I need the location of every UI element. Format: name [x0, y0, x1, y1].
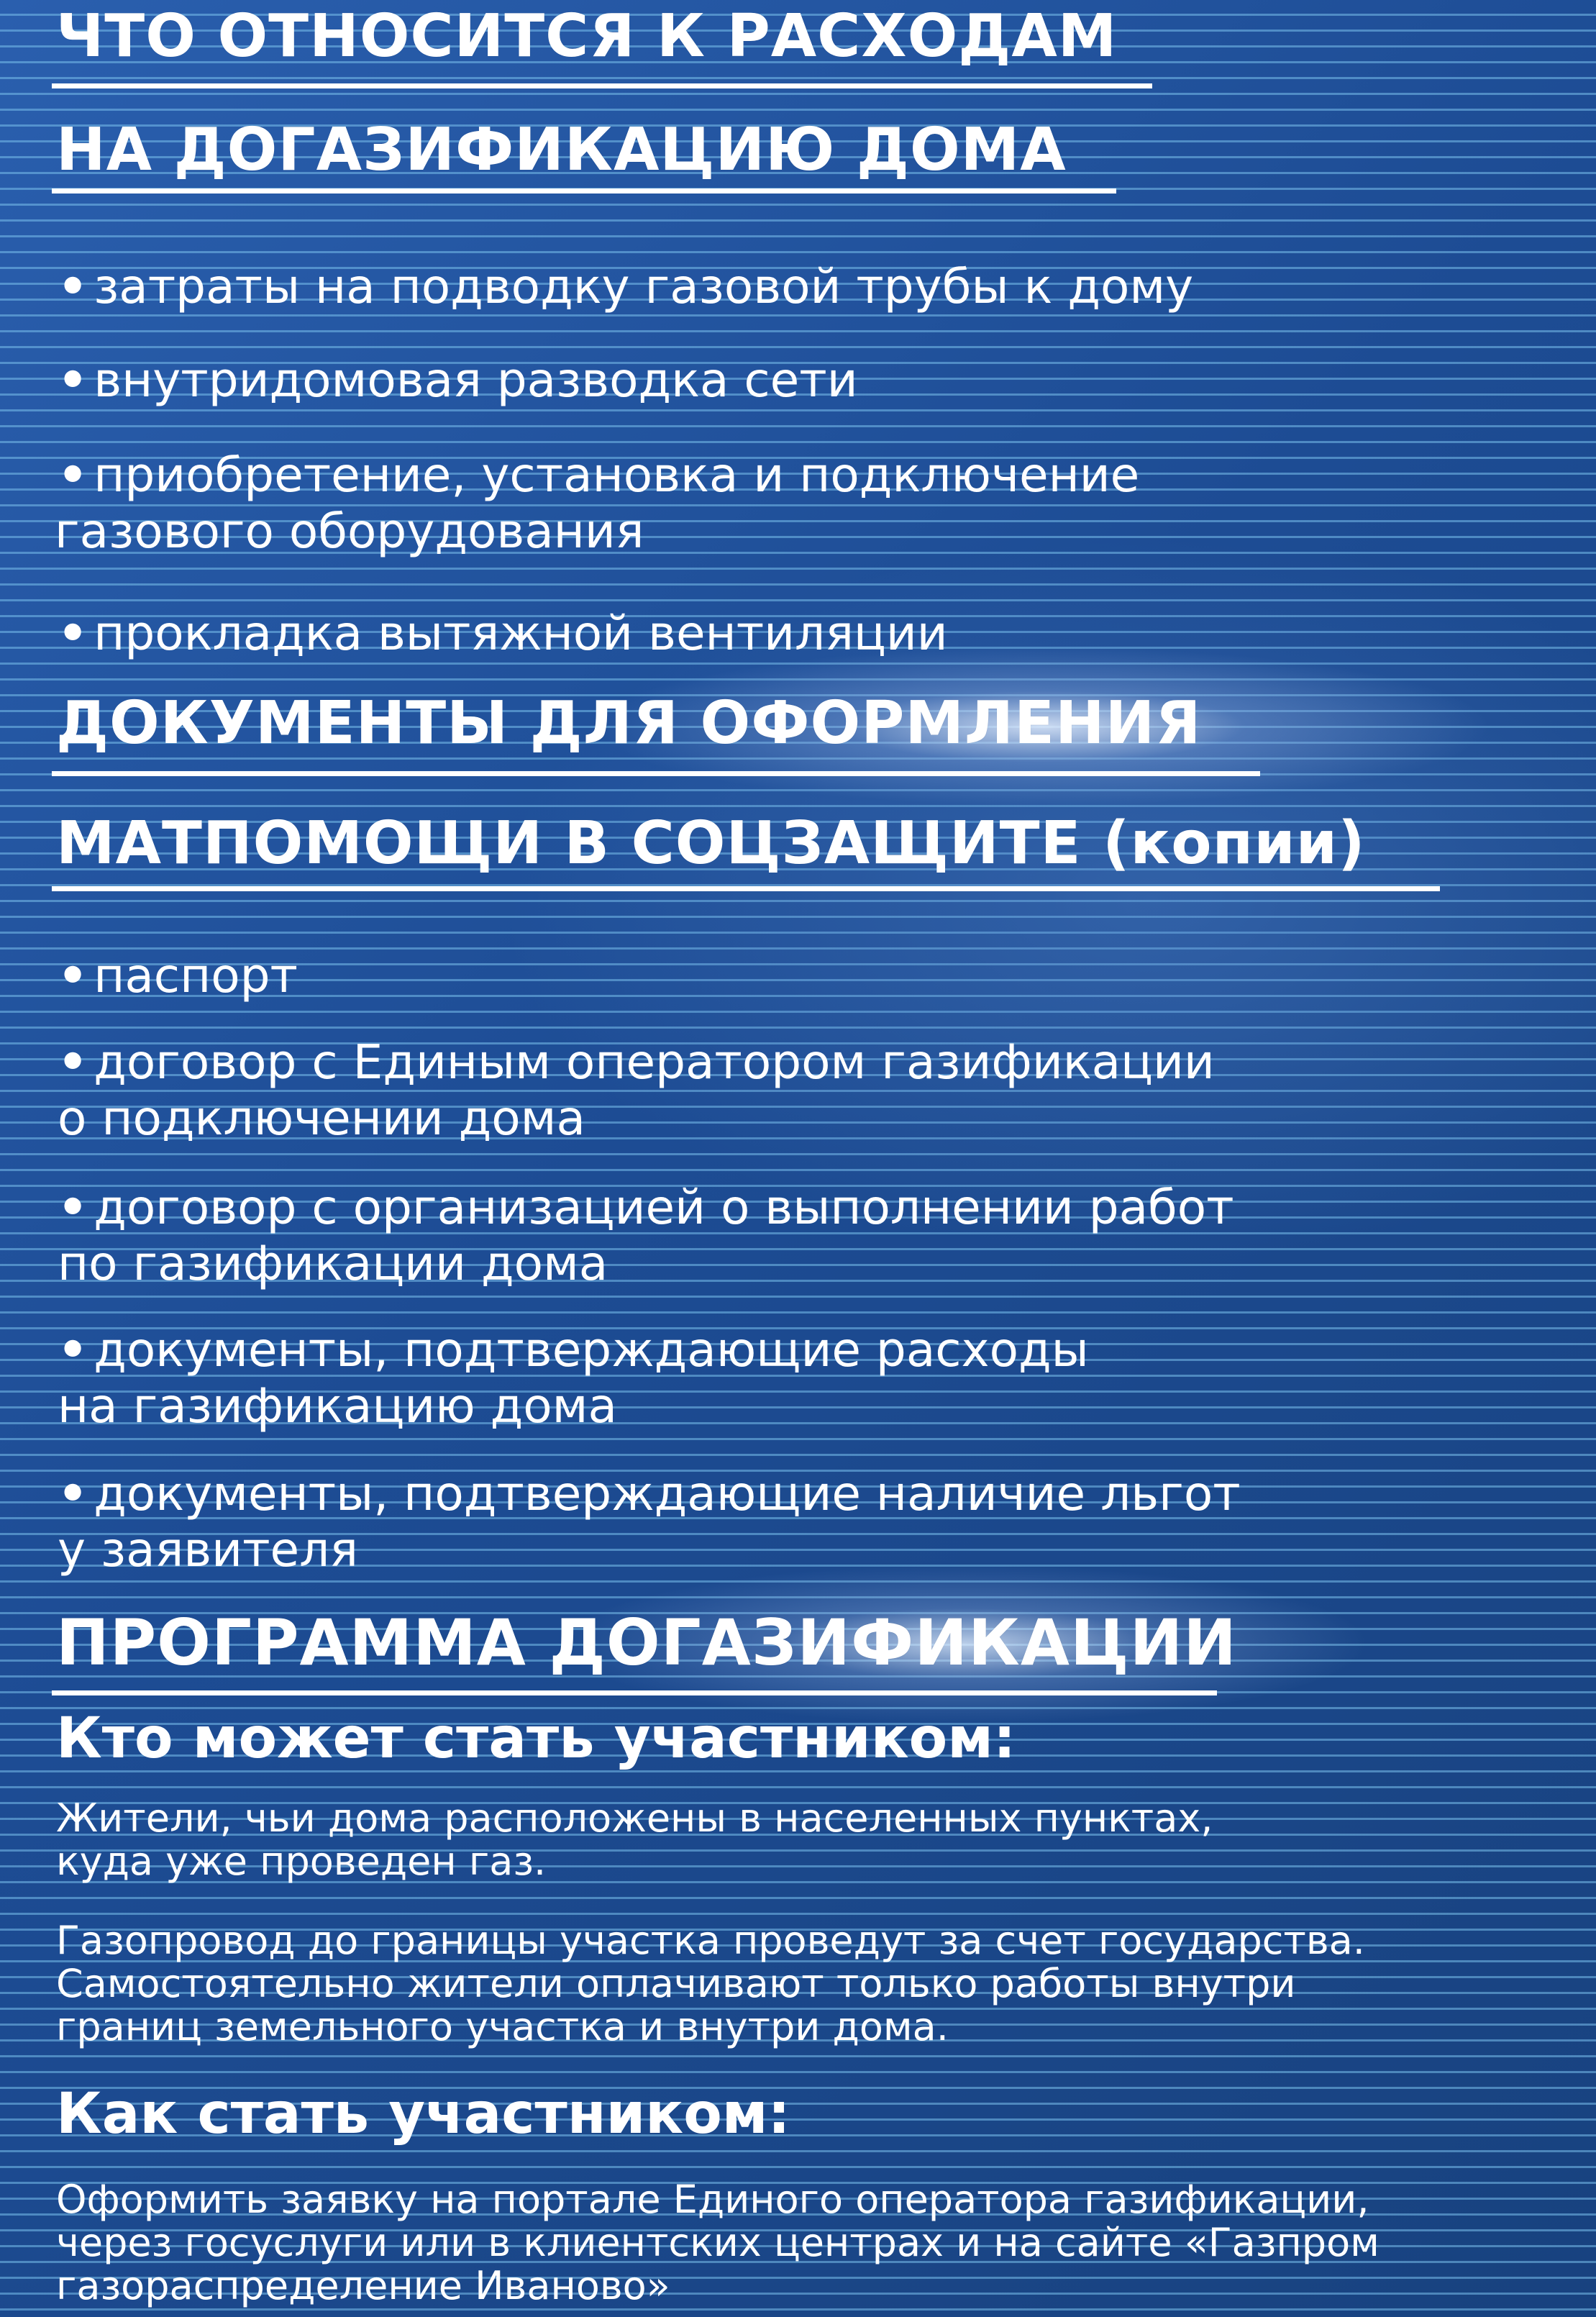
expenses-heading-underline2 — [52, 188, 1116, 194]
expenses-item-2: • внутридомовая разводка сети — [58, 352, 858, 408]
expenses-heading-line1: ЧТО ОТНОСИТСЯ К РАСХОДАМ — [56, 2, 1118, 70]
who-can-participate-paragraph-2: Газопровод до границы участка проведут за счет государства. Самостоятельно жители оплачивают только работы внутри границ земельного участка и внутри дома. — [56, 1918, 1365, 2049]
bullet-icon: • — [58, 606, 88, 661]
bullet-icon: • — [58, 1466, 88, 1521]
documents-heading-line2: МАТПОМОЩИ В СОЦЗАЩИТЕ (копии) — [56, 809, 1366, 878]
documents-heading-underline2 — [52, 886, 1440, 891]
documents-item-3: • договор с организацией о выполнении работ по газификации дома — [58, 1180, 1234, 1291]
expenses-item-3: • приобретение, установка и подключение газового оборудования — [55, 447, 1140, 559]
bullet-icon: • — [58, 1034, 88, 1090]
who-can-participate-paragraph-1: Жители, чьи дома расположены в населенных пунктах, куда уже проведен газ. — [56, 1795, 1213, 1884]
how-to-participate-title: Как стать участником: — [56, 2082, 790, 2147]
bullet-icon: • — [58, 352, 88, 408]
expenses-heading-underline1 — [52, 83, 1152, 88]
who-can-participate-title: Кто может стать участником: — [56, 1706, 1016, 1771]
documents-item-1: • паспорт — [58, 948, 298, 1003]
how-to-participate-paragraph: Оформить заявку на портале Единого оператора газификации, через госуслуги или в клиентских центрах и на сайте «Газпром газораспределение Иваново» — [56, 2177, 1380, 2308]
bullet-icon: • — [58, 447, 88, 503]
program-heading: ПРОГРАММА ДОГАЗИФИКАЦИИ — [56, 1606, 1237, 1680]
program-heading-underline — [52, 1690, 1217, 1695]
documents-heading-line1: ДОКУМЕНТЫ ДЛЯ ОФОРМЛЕНИЯ — [56, 689, 1202, 757]
expenses-heading-line2: НА ДОГАЗИФИКАЦИЮ ДОМА — [56, 116, 1067, 184]
expenses-item-4: • прокладка вытяжной вентиляции — [58, 606, 948, 661]
documents-item-4: • документы, подтверждающие расходы на газификацию дома — [58, 1322, 1089, 1434]
bullet-icon: • — [58, 259, 88, 314]
bullet-icon: • — [58, 1180, 88, 1235]
documents-item-2: • договор с Единым оператором газификации о подключении дома — [58, 1034, 1215, 1146]
bullet-icon: • — [58, 1322, 88, 1378]
bullet-icon: • — [58, 948, 88, 1003]
expenses-item-1: • затраты на подводку газовой трубы к дому — [58, 259, 1194, 314]
documents-item-5: • документы, подтверждающие наличие льгот у заявителя — [58, 1466, 1241, 1578]
documents-heading-underline1 — [52, 771, 1260, 776]
